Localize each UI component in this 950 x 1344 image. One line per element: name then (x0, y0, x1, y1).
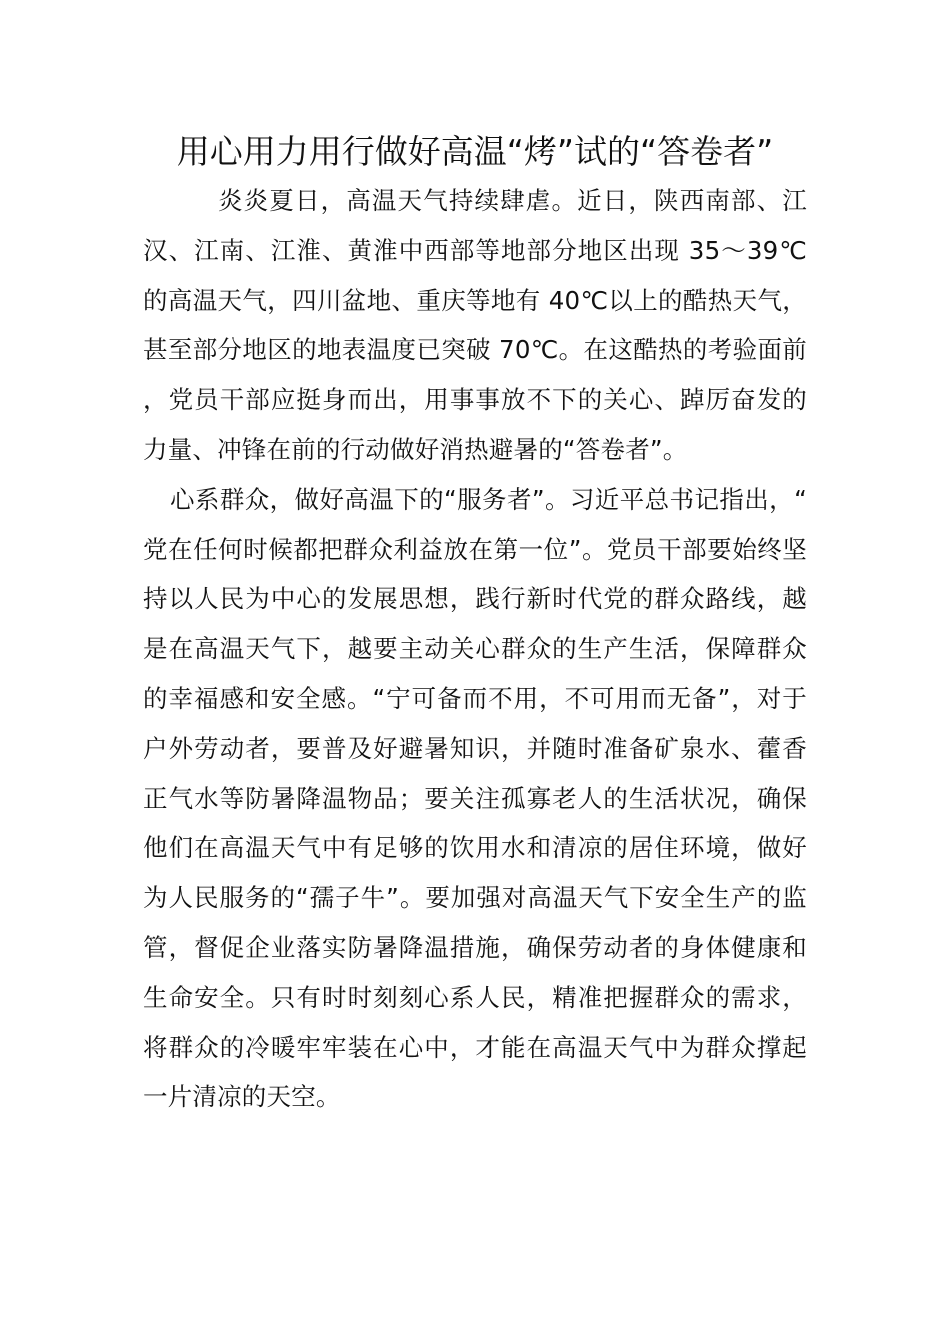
document-body (143, 128, 807, 1122)
paragraph-intro: 炎炎夏日，高温天气持续肆虐。近日，陕西南部、江汉、江南、江淮、黄淮中西部等地部分地区出现 35～39℃的高温天气，四川盆地、重庆等地有 40℃以上的酷热天气，甚至部分地区的地表温度已突破 70℃。在这酷热的考验面前，党员干部应挺身而出，用事事放不下的关心、踔厉奋发的力量、冲锋在前的行动做好消热避暑的“答卷者”。 (143, 186, 807, 464)
paragraph-serve-masses: 心系群众，做好高温下的“服务者”。习近平总书记指出，“党在任何时候都把群众利益放在第一位”。党员干部要始终坚持以人民为中心的发展思想，践行新时代党的群众路线，越是在高温天气下，越要主动关心群众的生产生活，保障群众的幸福感和安全感。“宁可备而不用，不可用而无备”，对于户外劳动者，要普及好避暑知识，并随时准备矿泉水、藿香正气水等防暑降温物品；要关注孤寡老人的生活状况，确保他们在高温天气中有足够的饮用水和清凉的居住环境，做好为人民服务的“孺子牛”。要加强对高温天气下安全生产的监管，督促企业落实防暑降温措施，确保劳动者的身体健康和生命安全。只有时时刻刻心系人民，精准把握群众的需求，将群众的冷暖牢牢装在心中，才能在高温天气中为群众撑起一片清凉的天空。 (143, 484, 807, 1112)
document-title: 用心用力用行做好高温“烤”试的“答卷者” (176, 132, 774, 171)
